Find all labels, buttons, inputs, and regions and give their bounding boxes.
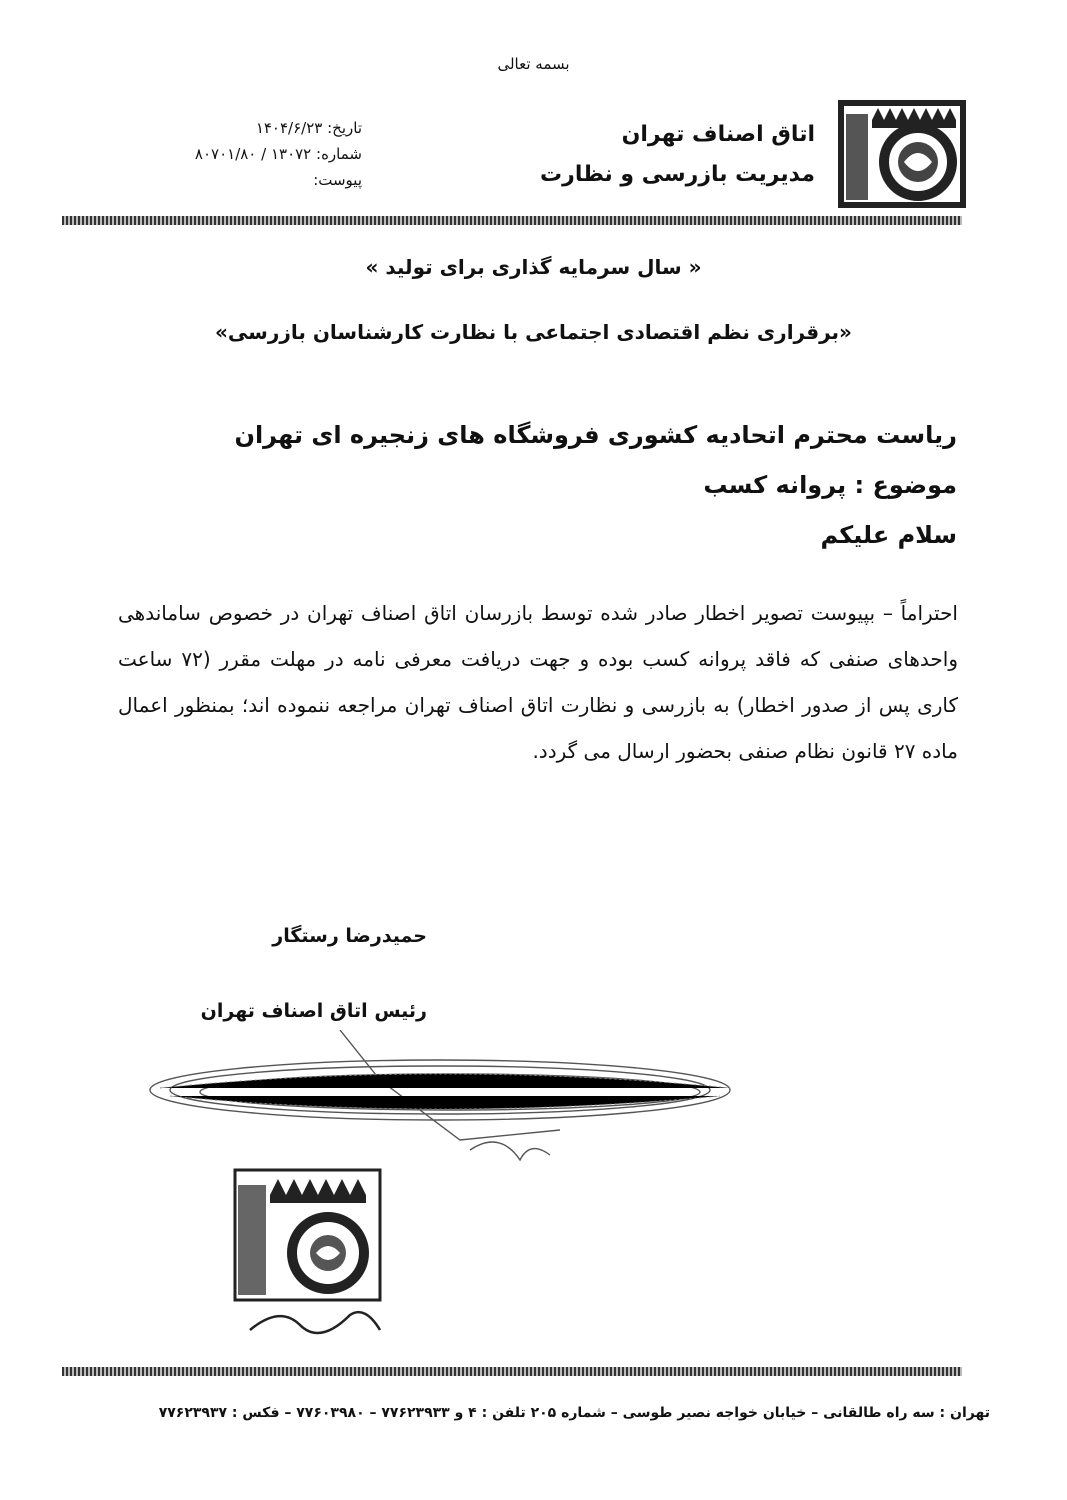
letter-attachment: پیوست: [313, 171, 362, 189]
letter-meta [195, 115, 362, 193]
department-name: مدیریت بازرسی و نظارت [540, 162, 815, 187]
guild-chamber-logo [838, 100, 966, 208]
letter-number: شماره: ۱۳۰۷۲ / ۸۰۷۰۱/۸۰ [194, 145, 362, 163]
subject: موضوع : پروانه کسب [703, 471, 957, 499]
org-name: اتاق اصناف تهران [621, 122, 815, 147]
footer-divider [62, 1367, 962, 1376]
org-header [540, 115, 815, 195]
recipient: ریاست محترم اتحادیه کشوری فروشگاه های زنجیره ای تهران [234, 421, 957, 449]
greeting: سلام علیکم [820, 521, 957, 549]
letter-body: احتراماً – بپیوست تصویر اخطار صادر شده توسط بازرسان اتاق اصناف تهران در خصوص ساماندهی واحدهای صنفی که فاقد پروانه کسب بوده و جهت دریافت معرفی نامه در مهلت مقرر (۷۲ ساعت کاری پس از صدور اخطار) به بازرسی و نظارت اتاق اصناف تهران مراجعه ننموده اند؛ بمنظور اعمال ماده ۲۷ قانون نظام صنفی بحضور ارسال می گردد. [118, 601, 958, 763]
letter-heading [234, 410, 957, 560]
letter-date: تاریخ: ۱۴۰۴/۶/۲۳ [255, 119, 362, 137]
official-stamp [230, 1165, 390, 1350]
year-slogan: « سال سرمایه گذاری برای تولید » [365, 255, 702, 279]
signer-title: رئیس اتاق اصناف تهران [200, 1000, 427, 1022]
header-divider [62, 216, 962, 225]
footer-address: تهران : سه راه طالقانی – خیابان خواجه نصیر طوسی – شماره ۲۰۵ تلفن : ۴ و ۷۷۶۲۳۹۳۳ – ۷۷۶۰۳۹۸۰ – فکس : ۷۷۶۲۳۹۳۷ [158, 1405, 990, 1421]
basmala: بسمه تعالی [497, 55, 570, 73]
motto-slogan: «برقراری نظم اقتصادی اجتماعی با نظارت کارشناسان بازرسی» [215, 320, 852, 344]
signer-name: حمیدرضا رستگار [272, 925, 427, 947]
